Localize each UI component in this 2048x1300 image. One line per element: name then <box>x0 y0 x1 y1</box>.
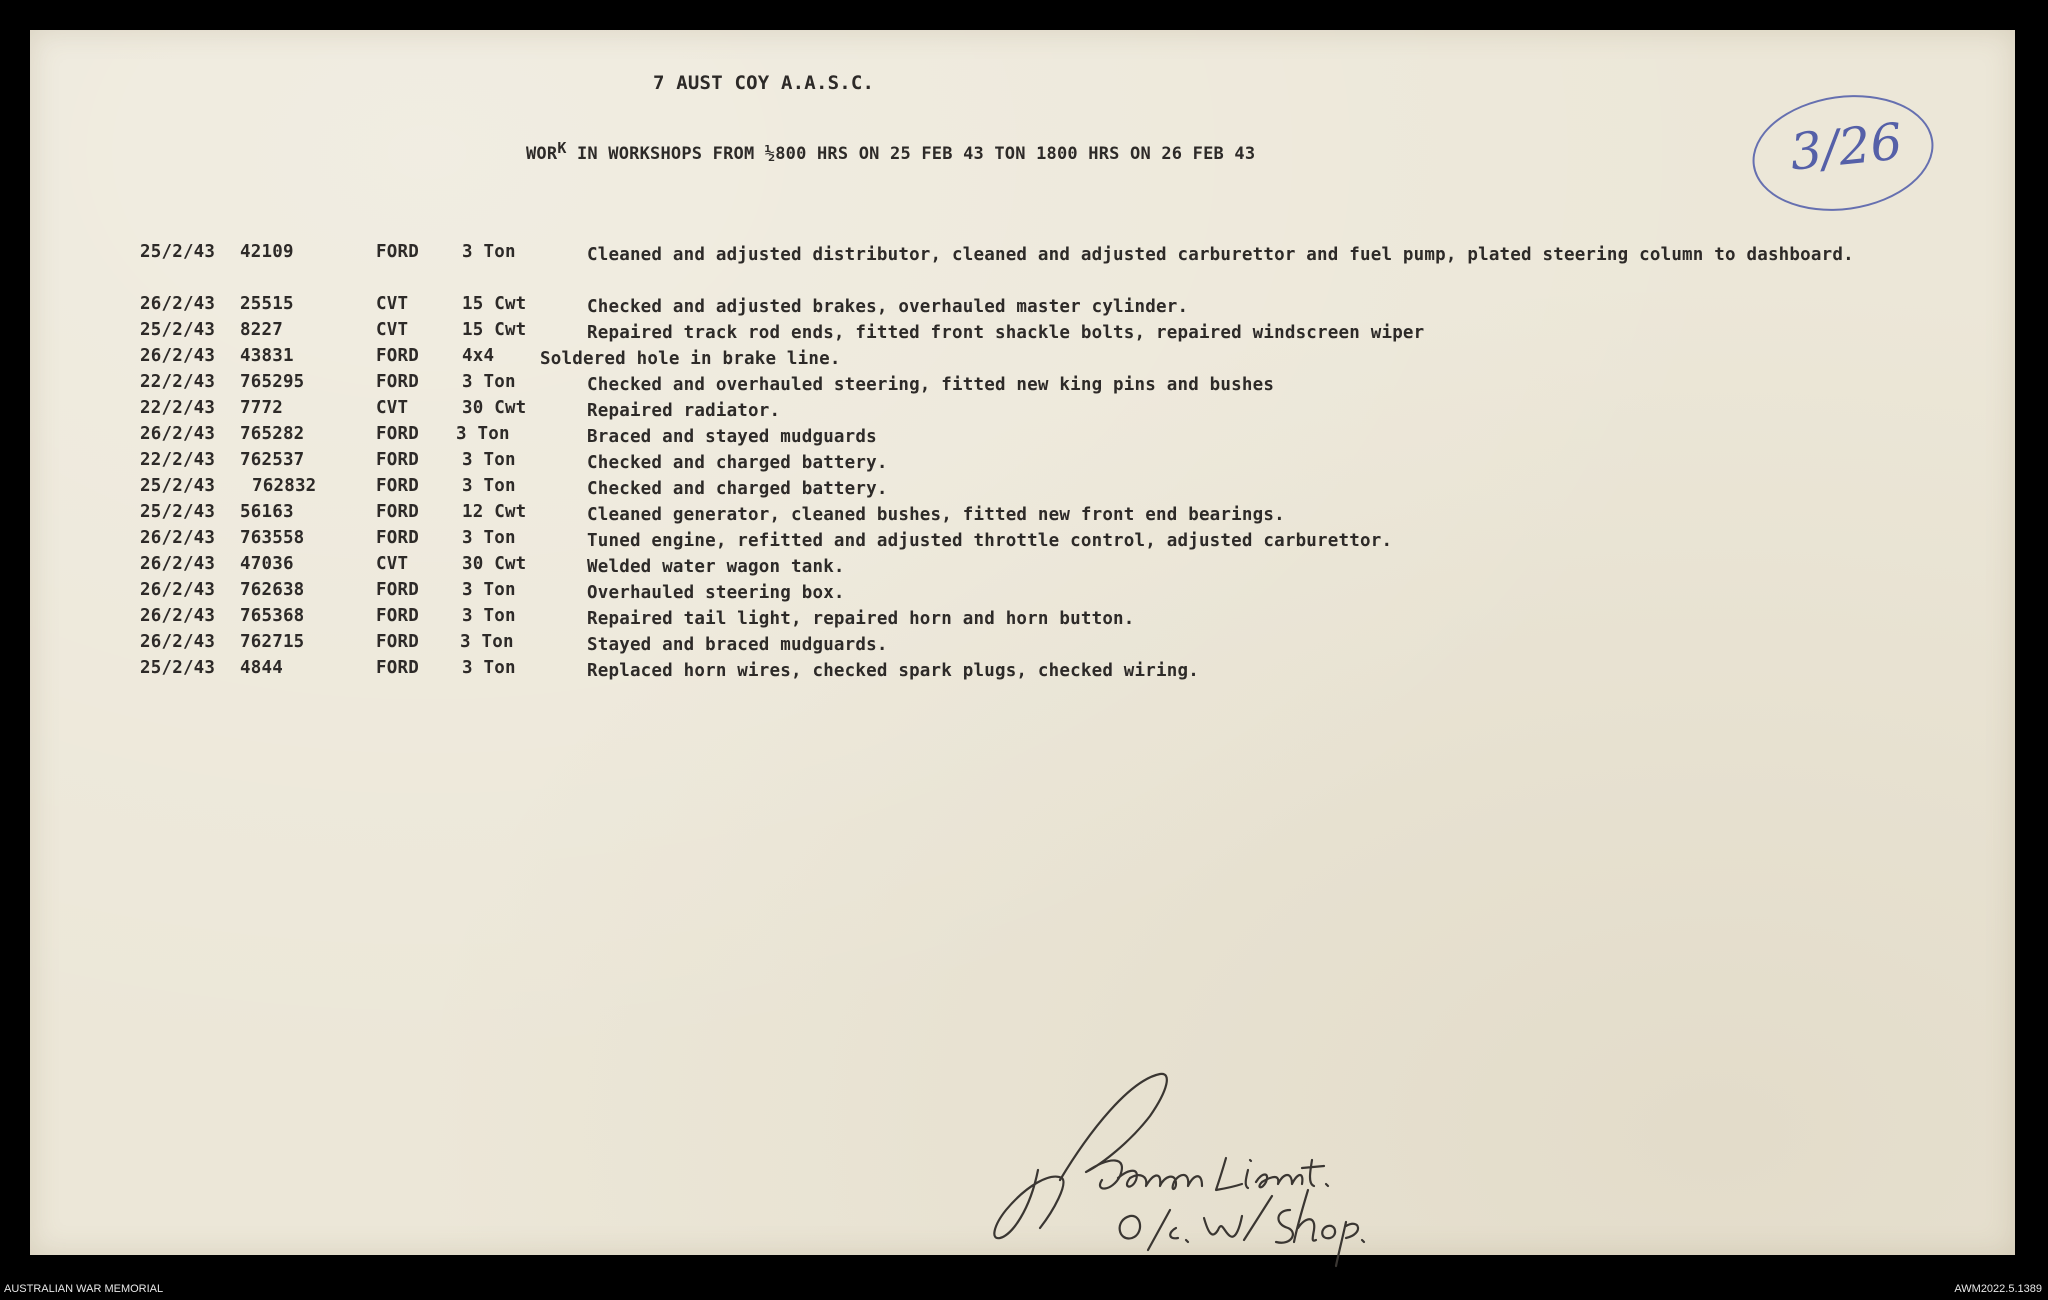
entry-capacity: 30 Cwt <box>462 398 527 418</box>
entry-make: CVT <box>376 294 409 314</box>
entry-date: 26/2/43 <box>140 554 216 574</box>
entry-vehicle-number: 762638 <box>240 580 305 600</box>
entry-date: 25/2/43 <box>140 502 216 522</box>
entry-vehicle-number: 762832 <box>252 476 317 496</box>
entry-vehicle-number: 763558 <box>240 528 305 548</box>
entry-vehicle-number: 56163 <box>240 502 294 522</box>
entry-make: FORD <box>376 606 419 626</box>
entry-make: FORD <box>376 476 419 496</box>
entry-work-done: Cleaned generator, cleaned bushes, fitted new front end bearings. <box>587 505 1285 525</box>
work-title-sup: K <box>557 139 567 157</box>
footer-institution: AUSTRALIAN WAR MEMORIAL <box>4 1283 164 1295</box>
entry-capacity: 3 Ton <box>462 372 516 392</box>
entry-vehicle-number: 762537 <box>240 450 305 470</box>
footer-accession-number: AWM2022.5.1389 <box>1954 1283 2042 1295</box>
entry-vehicle-number: 25515 <box>240 294 294 314</box>
list-item <box>140 424 1820 450</box>
list-item <box>140 450 1820 476</box>
list-item <box>140 398 1820 424</box>
entry-capacity: 3 Ton <box>456 424 510 444</box>
handwritten-signature <box>990 1060 1410 1270</box>
entry-vehicle-number: 762715 <box>240 632 305 652</box>
entry-vehicle-number: 765295 <box>240 372 305 392</box>
entry-work-done: Soldered hole in brake line. <box>540 349 841 369</box>
entry-make: FORD <box>376 528 419 548</box>
entry-vehicle-number: 8227 <box>240 320 283 340</box>
document-sheet <box>30 30 2015 1255</box>
entry-capacity: 3 Ton <box>462 476 516 496</box>
entry-capacity: 3 Ton <box>462 242 516 262</box>
entry-make: FORD <box>376 658 419 678</box>
entry-vehicle-number: 43831 <box>240 346 294 366</box>
list-item <box>140 346 1820 372</box>
entry-capacity: 12 Cwt <box>462 502 527 522</box>
entry-date: 25/2/43 <box>140 658 216 678</box>
entry-make: FORD <box>376 580 419 600</box>
entry-date: 25/2/43 <box>140 320 216 340</box>
entry-date: 26/2/43 <box>140 346 216 366</box>
list-item <box>140 476 1820 502</box>
work-entries-list <box>140 242 1854 684</box>
entry-capacity: 3 Ton <box>462 450 516 470</box>
entry-make: FORD <box>376 424 419 444</box>
list-item <box>140 606 1820 632</box>
folio-number: 3/26 <box>1787 112 1906 182</box>
entry-capacity: 15 Cwt <box>462 294 527 314</box>
entry-make: CVT <box>376 554 409 574</box>
list-item <box>140 372 1820 398</box>
entry-make: FORD <box>376 632 419 652</box>
list-item <box>140 528 1820 554</box>
entry-make: FORD <box>376 372 419 392</box>
entry-work-done: Overhauled steering box. <box>587 583 845 603</box>
entry-work-done: Cleaned and adjusted distributor, cleaned and adjusted carburettor and fuel pump, plated steering column to dashboard. <box>587 245 1854 265</box>
entry-date: 26/2/43 <box>140 632 216 652</box>
entry-capacity: 3 Ton <box>462 580 516 600</box>
list-item <box>140 502 1820 528</box>
entry-vehicle-number: 47036 <box>240 554 294 574</box>
entry-date: 26/2/43 <box>140 294 216 314</box>
entry-capacity: 3 Ton <box>462 528 516 548</box>
work-title-post: IN WORKSHOPS FROM ½800 HRS ON 25 FEB 43 TON 1800 HRS ON 26 FEB 43 <box>566 144 1256 164</box>
entry-make: CVT <box>376 320 409 340</box>
entry-date: 25/2/43 <box>140 242 216 262</box>
entry-date: 26/2/43 <box>140 580 216 600</box>
entry-date: 22/2/43 <box>140 398 216 418</box>
entry-make: CVT <box>376 398 409 418</box>
entry-make: FORD <box>376 346 419 366</box>
list-item <box>140 658 1820 684</box>
entry-capacity: 30 Cwt <box>462 554 527 574</box>
entry-work-done: Repaired radiator. <box>587 401 781 421</box>
entry-vehicle-number: 765368 <box>240 606 305 626</box>
entry-capacity: 4x4 <box>462 346 495 366</box>
entry-date: 22/2/43 <box>140 450 216 470</box>
entry-work-done: Replaced horn wires, checked spark plugs, checked wiring. <box>587 661 1199 681</box>
entry-date: 26/2/43 <box>140 424 216 444</box>
entry-work-done: Checked and adjusted brakes, overhauled master cylinder. <box>587 297 1189 317</box>
list-item <box>140 320 1820 346</box>
entry-date: 26/2/43 <box>140 606 216 626</box>
work-title-pre: WOR <box>526 144 558 164</box>
entry-capacity: 15 Cwt <box>462 320 527 340</box>
list-item <box>140 632 1820 658</box>
entry-work-done: Welded water wagon tank. <box>587 557 845 577</box>
entry-capacity: 3 Ton <box>460 632 514 652</box>
entry-work-done: Checked and overhauled steering, fitted new king pins and bushes <box>587 375 1275 395</box>
entry-work-done: Tuned engine, refitted and adjusted throttle control, adjusted carburettor. <box>587 531 1393 551</box>
entry-vehicle-number: 42109 <box>240 242 294 262</box>
entry-date: 25/2/43 <box>140 476 216 496</box>
entry-vehicle-number: 765282 <box>240 424 305 444</box>
unit-heading: 7 AUST COY A.A.S.C. <box>653 72 875 94</box>
list-item <box>140 294 1820 320</box>
entry-make: FORD <box>376 450 419 470</box>
entry-make: FORD <box>376 242 419 262</box>
entry-capacity: 3 Ton <box>462 606 516 626</box>
entry-work-done: Stayed and braced mudguards. <box>587 635 888 655</box>
entry-date: 26/2/43 <box>140 528 216 548</box>
list-item <box>140 580 1820 606</box>
entry-work-done: Checked and charged battery. <box>587 453 888 473</box>
entry-work-done: Repaired tail light, repaired horn and horn button. <box>587 609 1135 629</box>
entry-work-done: Repaired track rod ends, fitted front shackle bolts, repaired windscreen wiper <box>587 323 1425 343</box>
entry-vehicle-number: 7772 <box>240 398 283 418</box>
entry-date: 22/2/43 <box>140 372 216 392</box>
entry-vehicle-number: 4844 <box>240 658 283 678</box>
entry-capacity: 3 Ton <box>462 658 516 678</box>
entry-make: FORD <box>376 502 419 522</box>
work-period-heading <box>526 139 1256 164</box>
list-item <box>140 554 1820 580</box>
entry-work-done: Braced and stayed mudguards <box>587 427 877 447</box>
entry-work-done: Checked and charged battery. <box>587 479 888 499</box>
list-item <box>140 242 1854 294</box>
